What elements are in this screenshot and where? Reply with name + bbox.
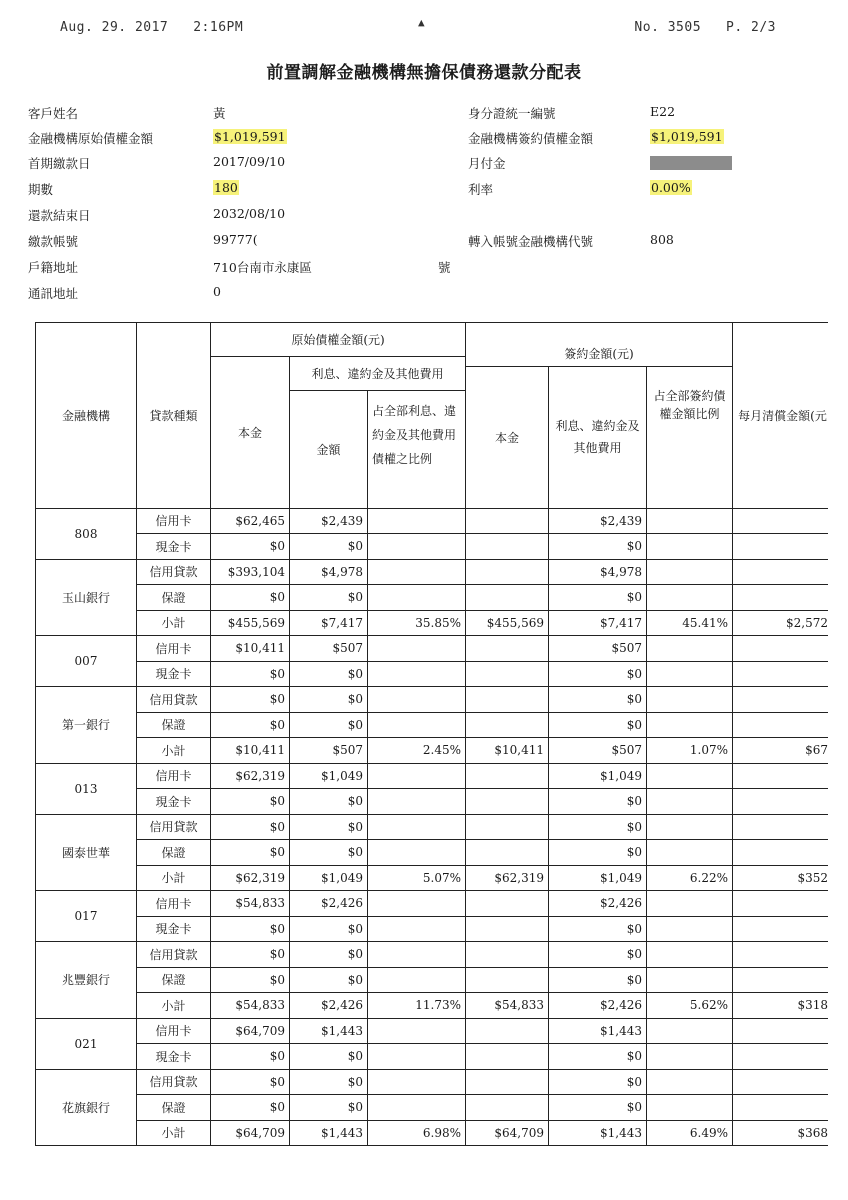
table-row	[36, 1069, 833, 1095]
amount-cell: $318	[733, 993, 833, 1019]
amount-cell: $0	[549, 712, 647, 738]
table-row	[36, 840, 833, 866]
amount-cell: $0	[290, 712, 368, 738]
table-row	[36, 814, 833, 840]
loan-type-cell: 信用卡	[137, 763, 211, 789]
amount-cell: 6.22%	[647, 865, 733, 891]
amount-cell: $54,833	[466, 993, 549, 1019]
amount-cell: $0	[549, 840, 647, 866]
amount-cell	[466, 942, 549, 968]
bank-code-label: 轉入帳號金融機構代號	[468, 234, 594, 249]
amount-cell: $0	[290, 585, 368, 611]
amount-cell	[368, 508, 466, 534]
amount-cell: $0	[211, 661, 290, 687]
table-row	[36, 534, 833, 560]
table-row	[36, 789, 833, 815]
table-row	[36, 508, 833, 534]
amount-cell	[466, 916, 549, 942]
amount-cell	[368, 840, 466, 866]
bank-code-cell: 007	[36, 636, 137, 687]
customer-name-value: 黃	[213, 106, 226, 121]
amount-cell: $0	[211, 585, 290, 611]
amount-cell: $0	[549, 1095, 647, 1121]
table-row	[36, 891, 833, 917]
signed-claim-label: 金融機構簽約債權金額	[468, 131, 594, 146]
amount-cell	[733, 916, 833, 942]
amount-cell: $0	[290, 687, 368, 713]
loan-type-cell: 小計	[137, 738, 211, 764]
loan-type-cell: 保證	[137, 712, 211, 738]
amount-cell: $0	[211, 942, 290, 968]
amount-cell: $64,709	[466, 1120, 549, 1146]
amount-cell: $0	[549, 942, 647, 968]
mailing-label: 通訊地址	[28, 286, 79, 301]
loan-type-cell: 保證	[137, 840, 211, 866]
amount-cell: $0	[549, 789, 647, 815]
amount-cell	[647, 661, 733, 687]
loan-type-cell: 小計	[137, 610, 211, 636]
amount-cell: $507	[549, 636, 647, 662]
amount-cell	[368, 942, 466, 968]
amount-cell	[466, 585, 549, 611]
amount-cell	[647, 789, 733, 815]
amount-cell: $0	[211, 967, 290, 993]
amount-cell: $10,411	[466, 738, 549, 764]
amount-cell	[466, 559, 549, 585]
table-row	[36, 1018, 833, 1044]
amount-cell	[733, 508, 833, 534]
amount-cell	[466, 636, 549, 662]
amount-cell	[368, 585, 466, 611]
amount-cell: $0	[549, 534, 647, 560]
loan-type-cell: 小計	[137, 865, 211, 891]
amount-cell: $62,465	[211, 508, 290, 534]
bank-name-cell: 第一銀行	[36, 687, 137, 764]
amount-cell: $62,319	[211, 865, 290, 891]
amount-cell	[647, 687, 733, 713]
amount-cell: $0	[290, 789, 368, 815]
amount-cell: $0	[290, 942, 368, 968]
amount-cell: $0	[290, 1069, 368, 1095]
original-claim-label: 金融機構原始債權金額	[28, 131, 154, 146]
amount-cell: 6.98%	[368, 1120, 466, 1146]
amount-cell	[466, 814, 549, 840]
amount-cell	[466, 661, 549, 687]
amount-cell	[466, 789, 549, 815]
amount-cell: $0	[549, 916, 647, 942]
amount-cell: $54,833	[211, 891, 290, 917]
amount-cell: $0	[290, 916, 368, 942]
amount-cell: $0	[549, 814, 647, 840]
loan-type-cell: 現金卡	[137, 1044, 211, 1070]
amount-cell	[647, 559, 733, 585]
loan-type-cell: 信用卡	[137, 1018, 211, 1044]
table-row	[36, 916, 833, 942]
amount-cell	[647, 712, 733, 738]
table-row	[36, 763, 833, 789]
amount-cell: $0	[549, 687, 647, 713]
bank-code-value: 808	[650, 232, 674, 247]
amount-cell	[733, 712, 833, 738]
table-row	[36, 967, 833, 993]
table-row	[36, 942, 833, 968]
bank-name-cell: 國泰世華	[36, 814, 137, 891]
amount-cell	[466, 891, 549, 917]
amount-cell	[368, 916, 466, 942]
amount-cell: $0	[290, 661, 368, 687]
amount-cell	[368, 712, 466, 738]
monthly-label: 月付金	[468, 156, 506, 171]
amount-cell: $2,426	[549, 891, 647, 917]
amount-cell	[466, 534, 549, 560]
loan-type-cell: 信用卡	[137, 891, 211, 917]
account-label: 繳款帳號	[28, 234, 79, 249]
signed-claim-value: $1,019,591	[651, 129, 723, 144]
header-institution: 金融機構	[36, 323, 137, 509]
amount-cell: $64,709	[211, 1120, 290, 1146]
amount-cell: $455,569	[466, 610, 549, 636]
loan-type-cell: 現金卡	[137, 789, 211, 815]
amount-cell: $455,569	[211, 610, 290, 636]
header-interest-share: 占全部利息、違約金及其他費用債權之比例	[368, 390, 466, 508]
amount-cell	[466, 840, 549, 866]
amount-cell	[733, 967, 833, 993]
amount-cell: $4,978	[549, 559, 647, 585]
bank-code-cell: 013	[36, 763, 137, 814]
amount-cell	[368, 636, 466, 662]
table-row	[36, 712, 833, 738]
amount-cell: $0	[211, 1044, 290, 1070]
bank-code-cell: 808	[36, 508, 137, 559]
loan-type-cell: 現金卡	[137, 534, 211, 560]
amount-cell: $7,417	[549, 610, 647, 636]
amount-cell	[647, 891, 733, 917]
amount-cell: $2,439	[290, 508, 368, 534]
amount-cell	[647, 636, 733, 662]
loan-type-cell: 信用貸款	[137, 559, 211, 585]
amount-cell: $0	[549, 967, 647, 993]
bank-name-cell: 玉山銀行	[36, 559, 137, 636]
table-row	[36, 993, 833, 1019]
amount-cell	[466, 1044, 549, 1070]
amount-cell: $0	[211, 789, 290, 815]
amount-cell: $54,833	[211, 993, 290, 1019]
rate-label: 利率	[468, 182, 494, 197]
amount-cell	[733, 534, 833, 560]
table-row	[36, 1095, 833, 1121]
amount-cell: $352	[733, 865, 833, 891]
customer-name-label: 客戶姓名	[28, 106, 79, 121]
amount-cell	[368, 891, 466, 917]
amount-cell: $0	[549, 585, 647, 611]
amount-cell: $1,049	[290, 763, 368, 789]
amount-cell: $0	[290, 534, 368, 560]
header-signed-principal: 本金	[466, 367, 549, 509]
amount-cell	[733, 763, 833, 789]
amount-cell: $2,426	[290, 891, 368, 917]
amount-cell: $0	[549, 1069, 647, 1095]
amount-cell	[733, 891, 833, 917]
amount-cell: $1,443	[549, 1120, 647, 1146]
amount-cell: $0	[290, 967, 368, 993]
amount-cell: $0	[549, 1044, 647, 1070]
header-original-claim: 原始債權金額(元)	[211, 323, 466, 357]
first-payment-value: 2017/09/10	[213, 154, 286, 169]
amount-cell: $1,049	[290, 865, 368, 891]
loan-type-cell: 保證	[137, 585, 211, 611]
amount-cell	[647, 508, 733, 534]
loan-type-cell: 信用貸款	[137, 814, 211, 840]
amount-cell: $2,426	[549, 993, 647, 1019]
amount-cell	[466, 508, 549, 534]
monthly-value-redacted	[650, 154, 732, 170]
document-title: 前置調解金融機構無擔保債務還款分配表	[266, 63, 582, 83]
amount-cell	[733, 789, 833, 815]
amount-cell	[368, 661, 466, 687]
amount-cell: $368	[733, 1120, 833, 1146]
amount-cell	[733, 636, 833, 662]
loan-type-cell: 現金卡	[137, 916, 211, 942]
table-row	[36, 738, 833, 764]
amount-cell: 2.45%	[368, 738, 466, 764]
amount-cell: $507	[290, 738, 368, 764]
loan-type-cell: 信用貸款	[137, 1069, 211, 1095]
fax-header-date: Aug. 29. 2017 2:16PM	[60, 20, 244, 35]
amount-cell	[466, 712, 549, 738]
header-signed-ratio: 占全部簽約債權金額比例	[647, 367, 733, 509]
bank-code-cell: 021	[36, 1018, 137, 1069]
periods-value: 180	[214, 180, 238, 195]
amount-cell	[368, 789, 466, 815]
amount-cell	[368, 534, 466, 560]
amount-cell: 1.07%	[647, 738, 733, 764]
table-row	[36, 610, 833, 636]
address-value: 710台南市永康區	[213, 260, 312, 275]
periods-label: 期數	[28, 182, 54, 197]
loan-type-cell: 保證	[137, 967, 211, 993]
header-signed-amount: 簽約金額(元)	[466, 323, 733, 367]
amount-cell: $0	[290, 840, 368, 866]
amount-cell: $0	[290, 1044, 368, 1070]
amount-cell	[647, 916, 733, 942]
amount-cell	[647, 840, 733, 866]
table-row	[36, 559, 833, 585]
amount-cell: $1,443	[290, 1120, 368, 1146]
header-principal: 本金	[211, 357, 290, 509]
loan-type-cell: 信用貸款	[137, 687, 211, 713]
amount-cell	[466, 1095, 549, 1121]
amount-cell	[733, 840, 833, 866]
table-row	[36, 636, 833, 662]
amount-cell: 5.62%	[647, 993, 733, 1019]
amount-cell	[647, 942, 733, 968]
amount-cell: $0	[549, 661, 647, 687]
account-value: 99777(	[213, 232, 258, 247]
loan-type-cell: 小計	[137, 1120, 211, 1146]
header-signed-interest: 利息、違約金及其他費用	[549, 367, 647, 509]
amount-cell: 45.41%	[647, 610, 733, 636]
amount-cell	[368, 1095, 466, 1121]
amount-cell	[733, 1018, 833, 1044]
amount-cell: $2,439	[549, 508, 647, 534]
end-date-label: 還款結束日	[28, 208, 91, 223]
bank-code-cell: 017	[36, 891, 137, 942]
header-amount: 金額	[290, 390, 368, 508]
amount-cell	[368, 763, 466, 789]
table-row	[36, 865, 833, 891]
bank-name-cell: 兆豐銀行	[36, 942, 137, 1019]
original-claim-value: $1,019,591	[214, 129, 286, 144]
amount-cell: $1,049	[549, 763, 647, 789]
amount-cell	[733, 661, 833, 687]
amount-cell	[647, 534, 733, 560]
amount-cell: 35.85%	[368, 610, 466, 636]
end-date-value: 2032/08/10	[213, 206, 286, 221]
loan-type-cell: 信用卡	[137, 508, 211, 534]
amount-cell	[647, 1095, 733, 1121]
header-interest-group: 利息、違約金及其他費用	[290, 357, 466, 391]
amount-cell: $0	[211, 814, 290, 840]
amount-cell	[733, 585, 833, 611]
amount-cell: $2,572	[733, 610, 833, 636]
amount-cell	[733, 1095, 833, 1121]
amount-cell: $0	[290, 1095, 368, 1121]
amount-cell	[466, 687, 549, 713]
amount-cell	[466, 967, 549, 993]
amount-cell	[368, 814, 466, 840]
amount-cell	[368, 687, 466, 713]
loan-type-cell: 信用貸款	[137, 942, 211, 968]
amount-cell	[368, 559, 466, 585]
amount-cell	[466, 1069, 549, 1095]
amount-cell: $64,709	[211, 1018, 290, 1044]
amount-cell	[733, 559, 833, 585]
repayment-table	[35, 322, 833, 1146]
amount-cell: $67	[733, 738, 833, 764]
amount-cell: $507	[290, 636, 368, 662]
address-label: 戶籍地址	[28, 260, 79, 275]
amount-cell: $10,411	[211, 738, 290, 764]
amount-cell: $62,319	[211, 763, 290, 789]
amount-cell: 6.49%	[647, 1120, 733, 1146]
amount-cell: $0	[211, 1069, 290, 1095]
amount-cell: $0	[211, 687, 290, 713]
amount-cell: $0	[211, 916, 290, 942]
amount-cell	[647, 1018, 733, 1044]
table-row	[36, 1044, 833, 1070]
amount-cell: $62,319	[466, 865, 549, 891]
table-row	[36, 687, 833, 713]
first-payment-label: 首期繳款日	[28, 156, 91, 171]
amount-cell: $0	[211, 1095, 290, 1121]
amount-cell	[368, 1018, 466, 1044]
table-row	[36, 1120, 833, 1146]
amount-cell	[466, 763, 549, 789]
loan-type-cell: 現金卡	[137, 661, 211, 687]
amount-cell	[368, 1069, 466, 1095]
loan-type-cell: 保證	[137, 1095, 211, 1121]
id-value: E22	[650, 104, 676, 119]
amount-cell: 11.73%	[368, 993, 466, 1019]
amount-cell	[733, 814, 833, 840]
amount-cell	[368, 1044, 466, 1070]
amount-cell	[733, 1044, 833, 1070]
amount-cell	[733, 687, 833, 713]
bank-name-cell: 花旗銀行	[36, 1069, 137, 1146]
header-monthly-payment: 每月清償金額(元	[733, 323, 833, 509]
amount-cell: $1,443	[290, 1018, 368, 1044]
amount-cell	[647, 814, 733, 840]
id-label: 身分證統一編號	[468, 106, 556, 121]
amount-cell	[647, 967, 733, 993]
amount-cell	[733, 942, 833, 968]
amount-cell: $1,443	[549, 1018, 647, 1044]
table-row	[36, 661, 833, 687]
rate-value: 0.00%	[651, 180, 691, 195]
page-edge	[828, 300, 848, 1200]
amount-cell: $0	[211, 712, 290, 738]
mailing-value: 0	[213, 284, 221, 299]
amount-cell	[368, 967, 466, 993]
header-loan-type: 貸款種類	[137, 323, 211, 509]
fax-mark: ▲	[418, 16, 426, 29]
amount-cell	[647, 1069, 733, 1095]
amount-cell: $10,411	[211, 636, 290, 662]
amount-cell: $507	[549, 738, 647, 764]
amount-cell: $7,417	[290, 610, 368, 636]
amount-cell	[647, 585, 733, 611]
amount-cell: $0	[290, 814, 368, 840]
amount-cell: $4,978	[290, 559, 368, 585]
fax-header-page: No. 3505 P. 2/3	[634, 20, 776, 35]
amount-cell	[647, 763, 733, 789]
amount-cell	[466, 1018, 549, 1044]
table-row	[36, 585, 833, 611]
address-suffix: 號	[438, 260, 451, 275]
loan-type-cell: 信用卡	[137, 636, 211, 662]
amount-cell: $1,049	[549, 865, 647, 891]
amount-cell	[647, 1044, 733, 1070]
amount-cell: $2,426	[290, 993, 368, 1019]
amount-cell: $0	[211, 534, 290, 560]
loan-type-cell: 小計	[137, 993, 211, 1019]
amount-cell: $393,104	[211, 559, 290, 585]
amount-cell: 5.07%	[368, 865, 466, 891]
amount-cell: $0	[211, 840, 290, 866]
amount-cell	[733, 1069, 833, 1095]
